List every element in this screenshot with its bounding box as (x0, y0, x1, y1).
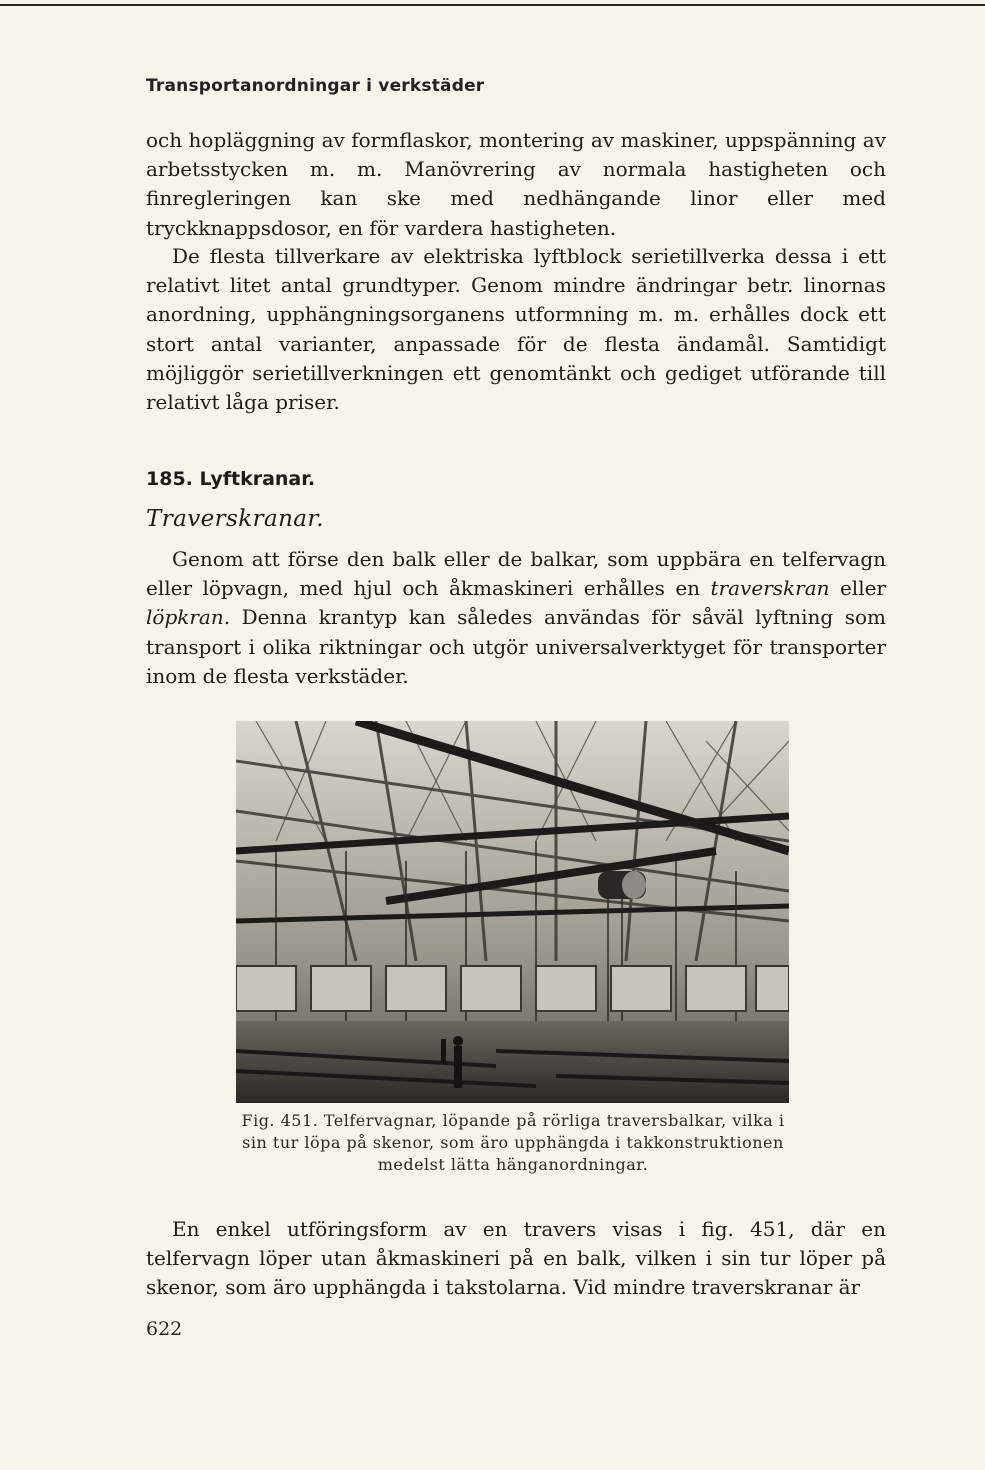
section-title: Lyftkranar. (199, 468, 316, 490)
running-head: Transportanordningar i verkstäder (146, 76, 485, 96)
page-number: 622 (146, 1318, 183, 1340)
paragraph-3-part-1: Genom att förse den balk eller de balkar, som uppbära en telfervagn eller löpvagn, med hjul och åkmaskineri erhålles en (146, 547, 886, 601)
paragraph-2 (146, 242, 886, 417)
term-lopkran: löpkran. (146, 605, 231, 630)
paragraph-3-text (146, 545, 886, 691)
paragraph-4 (146, 1215, 886, 1303)
term-traverskran: traverskran (710, 576, 830, 601)
section-heading (146, 468, 315, 490)
paragraph-3-part-2: eller (829, 576, 886, 601)
paragraph-4-text: En enkel utföringsform av en travers visas i fig. 451, där en telfervagn löper utan åkmaskineri på en balk, vilken i sin tur löper på skenor, som äro upphängda i takstolarna. Vid mindre traverskranar är (146, 1217, 886, 1300)
workshop-crane-illustration (236, 721, 789, 1103)
paragraph-3 (146, 545, 886, 691)
top-rule (0, 4, 985, 6)
figure-caption: Fig. 451. Telfervagnar, löpande på rörliga traversbalkar, vilka i sin tur löpa på skenor, som äro upphängda i takkonstruktionen medelst lätta hänganordningar. (241, 1111, 785, 1174)
figure-451-photo (236, 721, 789, 1103)
subsection-title: Traverskranar. (146, 506, 324, 532)
paragraph-3-part-3: Denna krantyp kan således användas för såväl lyftning som transport i olika riktningar och utgör universalverktyget för transporter inom de flesta verkstäder. (146, 605, 886, 688)
paragraph-2-text: De flesta tillverkare av elektriska lyftblock serietillverka dessa i ett relativt litet antal grundtyper. Genom mindre ändringar betr. linornas anordning, upphängningsorganens utformning m. m. erhålles dock ett stort antal varianter, anpassade för de flesta ändamål. Samtidigt möjliggör serietillverkningen ett genomtänkt och gediget utförande till relativt låga priser. (146, 244, 886, 415)
section-number: 185. (146, 468, 193, 490)
paragraph-1-text: och hopläggning av formflaskor, montering av maskiner, uppspänning av arbetsstycken m. m. Manövrering av normala hastigheten och finregleringen kan ske med nedhängande linor eller med tryckknappsdosor, en för vardera hastigheten. (146, 128, 886, 240)
paragraph-1 (146, 126, 886, 243)
